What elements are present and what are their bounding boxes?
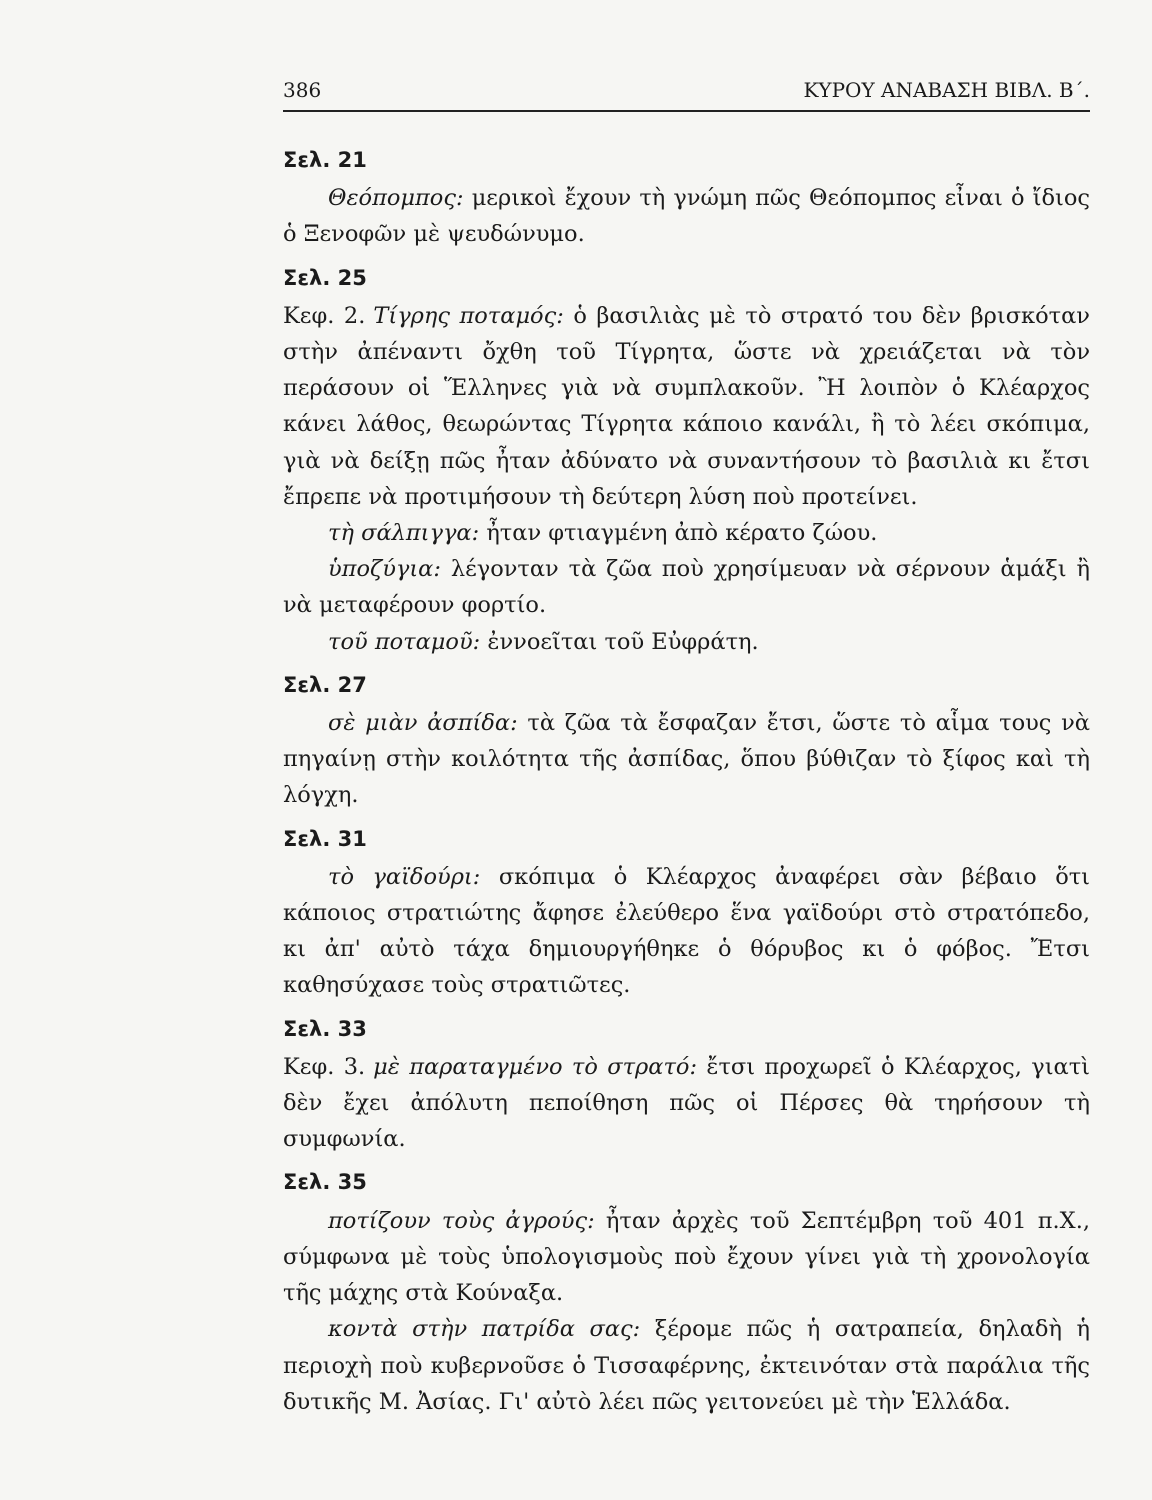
note-entry [283,624,1090,660]
chapter-prefix: Κεφ. 3. [283,1053,366,1080]
page-header [283,78,1090,112]
note-entry [283,705,1090,814]
commentary-notes [283,142,1090,1420]
note-term: Τίγρης ποταμός: [373,302,564,329]
note-term: ὑποζύγια: [328,556,441,583]
note-term: τοῦ ποταμοῦ: [328,628,481,655]
note-text: ἦταν ἀρχὲς τοῦ Σεπτέμβρη τοῦ 401 π.Χ., σύμφωνα μὲ τοὺς ὑπολογισμοὺς ποὺ ἔχουν γίνει γιὰ τὴ χρονολογία τῆς μάχης στὰ Κούναξα. [283,1207,1091,1307]
note-text: σκόπιμα ὁ Κλέαρχος ἀναφέρει σὰν βέβαιο ὅτι κάποιος στρατιώτης ἄφησε ἐλεύθερο ἕνα γαϊδούρι στὸ στρατόπεδο, κι ἀπ' αὐτὸ τάχα δημιουργήθηκε ὁ θόρυβος κι ὁ φόβος. Ἔτσι καθησύχασε τοὺς στρατιῶτες. [283,863,1091,999]
note-text: ἦταν φτιαγμένη ἀπὸ κέρατο ζώου. [486,520,878,547]
section-label: Σελ. 25 [283,265,367,290]
book-page [283,78,1090,1420]
section-label: Σελ. 21 [283,148,367,172]
note-entry [283,180,1090,252]
note-text: τὰ ζῶα τὰ ἔσφαζαν ἔτσι, ὥστε τὸ αἷμα τους νὰ πηγαίνῃ στὴν κοιλότητα τῆς ἀσπίδας, ὅπου βύθιζαν τὸ ξίφος καὶ τὴ λόγχη. [283,710,1091,809]
note-entry [283,859,1090,1004]
note-term: τὸ γαϊδούρι: [328,863,481,890]
note-text: μερικοὶ ἔχουν τὴ γνώμη πῶς Θεόπομπος εἶναι ὁ ἴδιος ὁ Ξενοφῶν μὲ ψευδώνυμο. [283,185,1090,248]
note-entry [283,551,1090,623]
note-entry [283,1049,1090,1158]
section-label: Σελ. 31 [283,826,367,851]
chapter-prefix: Κεφ. 2. [283,302,366,329]
note-term: μὲ παραταγμένο τὸ στρατό: [373,1053,698,1080]
note-entry [283,515,1090,551]
note-term: τὴ σάλπιγγα: [328,520,480,547]
page-number: 386 [283,78,322,102]
note-term: ποτίζουν τοὺς ἀγρούς: [328,1207,595,1234]
note-text: λέγονταν τὰ ζῶα ποὺ χρησίμευαν νὰ σέρνουν ἁμάξι ἢ νὰ μεταφέρουν φορτίο. [283,556,1090,619]
note-term: σὲ μιὰν ἀσπίδα: [328,710,518,737]
section-label: Σελ. 35 [283,1170,367,1195]
note-term: κοντὰ στὴν πατρίδα σας: [328,1316,641,1343]
note-entry [283,1311,1090,1420]
note-text: ἐννοεῖται τοῦ Εὐφράτη. [487,628,759,655]
running-title: ΚΥΡΟΥ ΑΝΑΒΑΣΗ ΒΙΒΛ. Β΄. [803,78,1090,102]
note-text: ὁ βασιλιὰς μὲ τὸ στρατό του δὲν βρισκόταν στὴν ἀπέναντι ὄχθη τοῦ Τίγρητα, ὥστε νὰ χρειάζεται νὰ τὸν περάσουν οἱ Ἕλληνες γιὰ νὰ συμπλακοῦν. Ἢ λοιπὸν ὁ Κλέαρχος κάνει λάθος, θεωρώντας Τίγρητα κάποιο κανάλι, ἢ τὸ λέει σκόπιμα, γιὰ νὰ δείξῃ πῶς ἦταν ἀδύνατο νὰ συναντήσουν τὸ βασιλιὰ κι ἔτσι ἔπρεπε νὰ προτιμήσουν τὴ δεύτερη λύση ποὺ προτείνει. [283,302,1090,510]
note-text: ἔτσι προχωρεῖ ὁ Κλέαρχος, γιατὶ δὲν ἔχει ἀπόλυτη πεποίθηση πῶς οἱ Πέρσες θὰ τηρήσουν τὴ συμφωνία. [283,1053,1090,1153]
section-label: Σελ. 33 [283,1016,367,1041]
note-entry [283,1203,1090,1312]
note-term: Θεόπομπος: [328,185,464,212]
note-entry [283,298,1090,515]
note-text: ξέρομε πῶς ἡ σατραπεία, δηλαδὴ ἡ περιοχὴ ποὺ κυβερνοῦσε ὁ Τισσαφέρνης, ἐκτεινόταν στὰ παράλια τῆς δυτικῆς Μ. Ἀσίας. Γι' αὐτὸ λέει πῶς γειτονεύει μὲ τὴν Ἑλλάδα. [283,1316,1091,1415]
section-label: Σελ. 27 [283,672,367,697]
